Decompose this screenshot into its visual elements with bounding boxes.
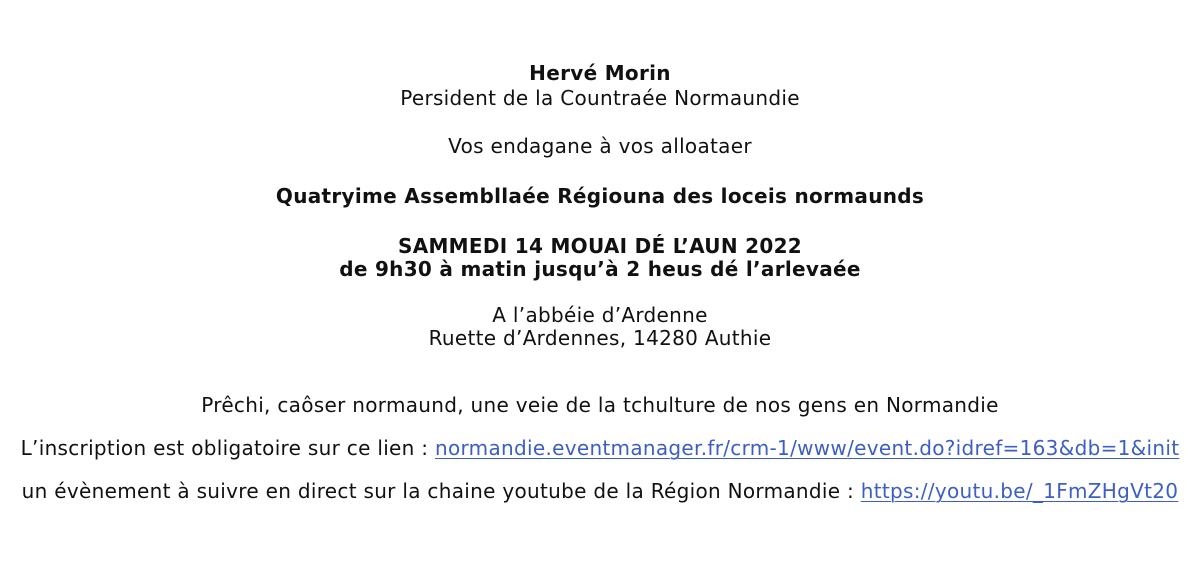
- host-name: Hervé Morin: [529, 61, 671, 85]
- host-title: Persident de la Countraée Normaundie: [400, 86, 800, 110]
- registration-line: [0, 435, 1200, 461]
- greeting-text: Vos endagane à vos alloataer: [448, 134, 752, 158]
- venue-address: Ruette d’Ardennes, 14280 Authie: [428, 326, 772, 350]
- registration-link[interactable]: normandie.eventmanager.fr/crm-1/www/event.do?idref=163&db=1&init: [434, 436, 1180, 460]
- youtube-link[interactable]: https://youtu.be/_1FmZHgVt20: [860, 479, 1179, 503]
- event-date: SAMMEDI 14 MOUAI DÉ L’AUN 2022: [398, 234, 802, 258]
- event-time: de 9h30 à matin jusqu’à 2 heus dé l’arlevaée: [339, 257, 861, 281]
- registration-label: L’inscription est obligatoire sur ce lien :: [20, 436, 435, 460]
- event-title: Quatryime Assembllaée Régiouna des loceis normaunds: [275, 184, 925, 208]
- theme-text: Prêchi, caôser normaund, une veie de la tchulture de nos gens en Normandie: [201, 393, 999, 417]
- livestream-line: [0, 478, 1200, 504]
- venue-name: A l’abbéie d’Ardenne: [492, 303, 708, 327]
- livestream-label: un évènement à suivre en direct sur la chaine youtube de la Région Normandie :: [21, 479, 861, 503]
